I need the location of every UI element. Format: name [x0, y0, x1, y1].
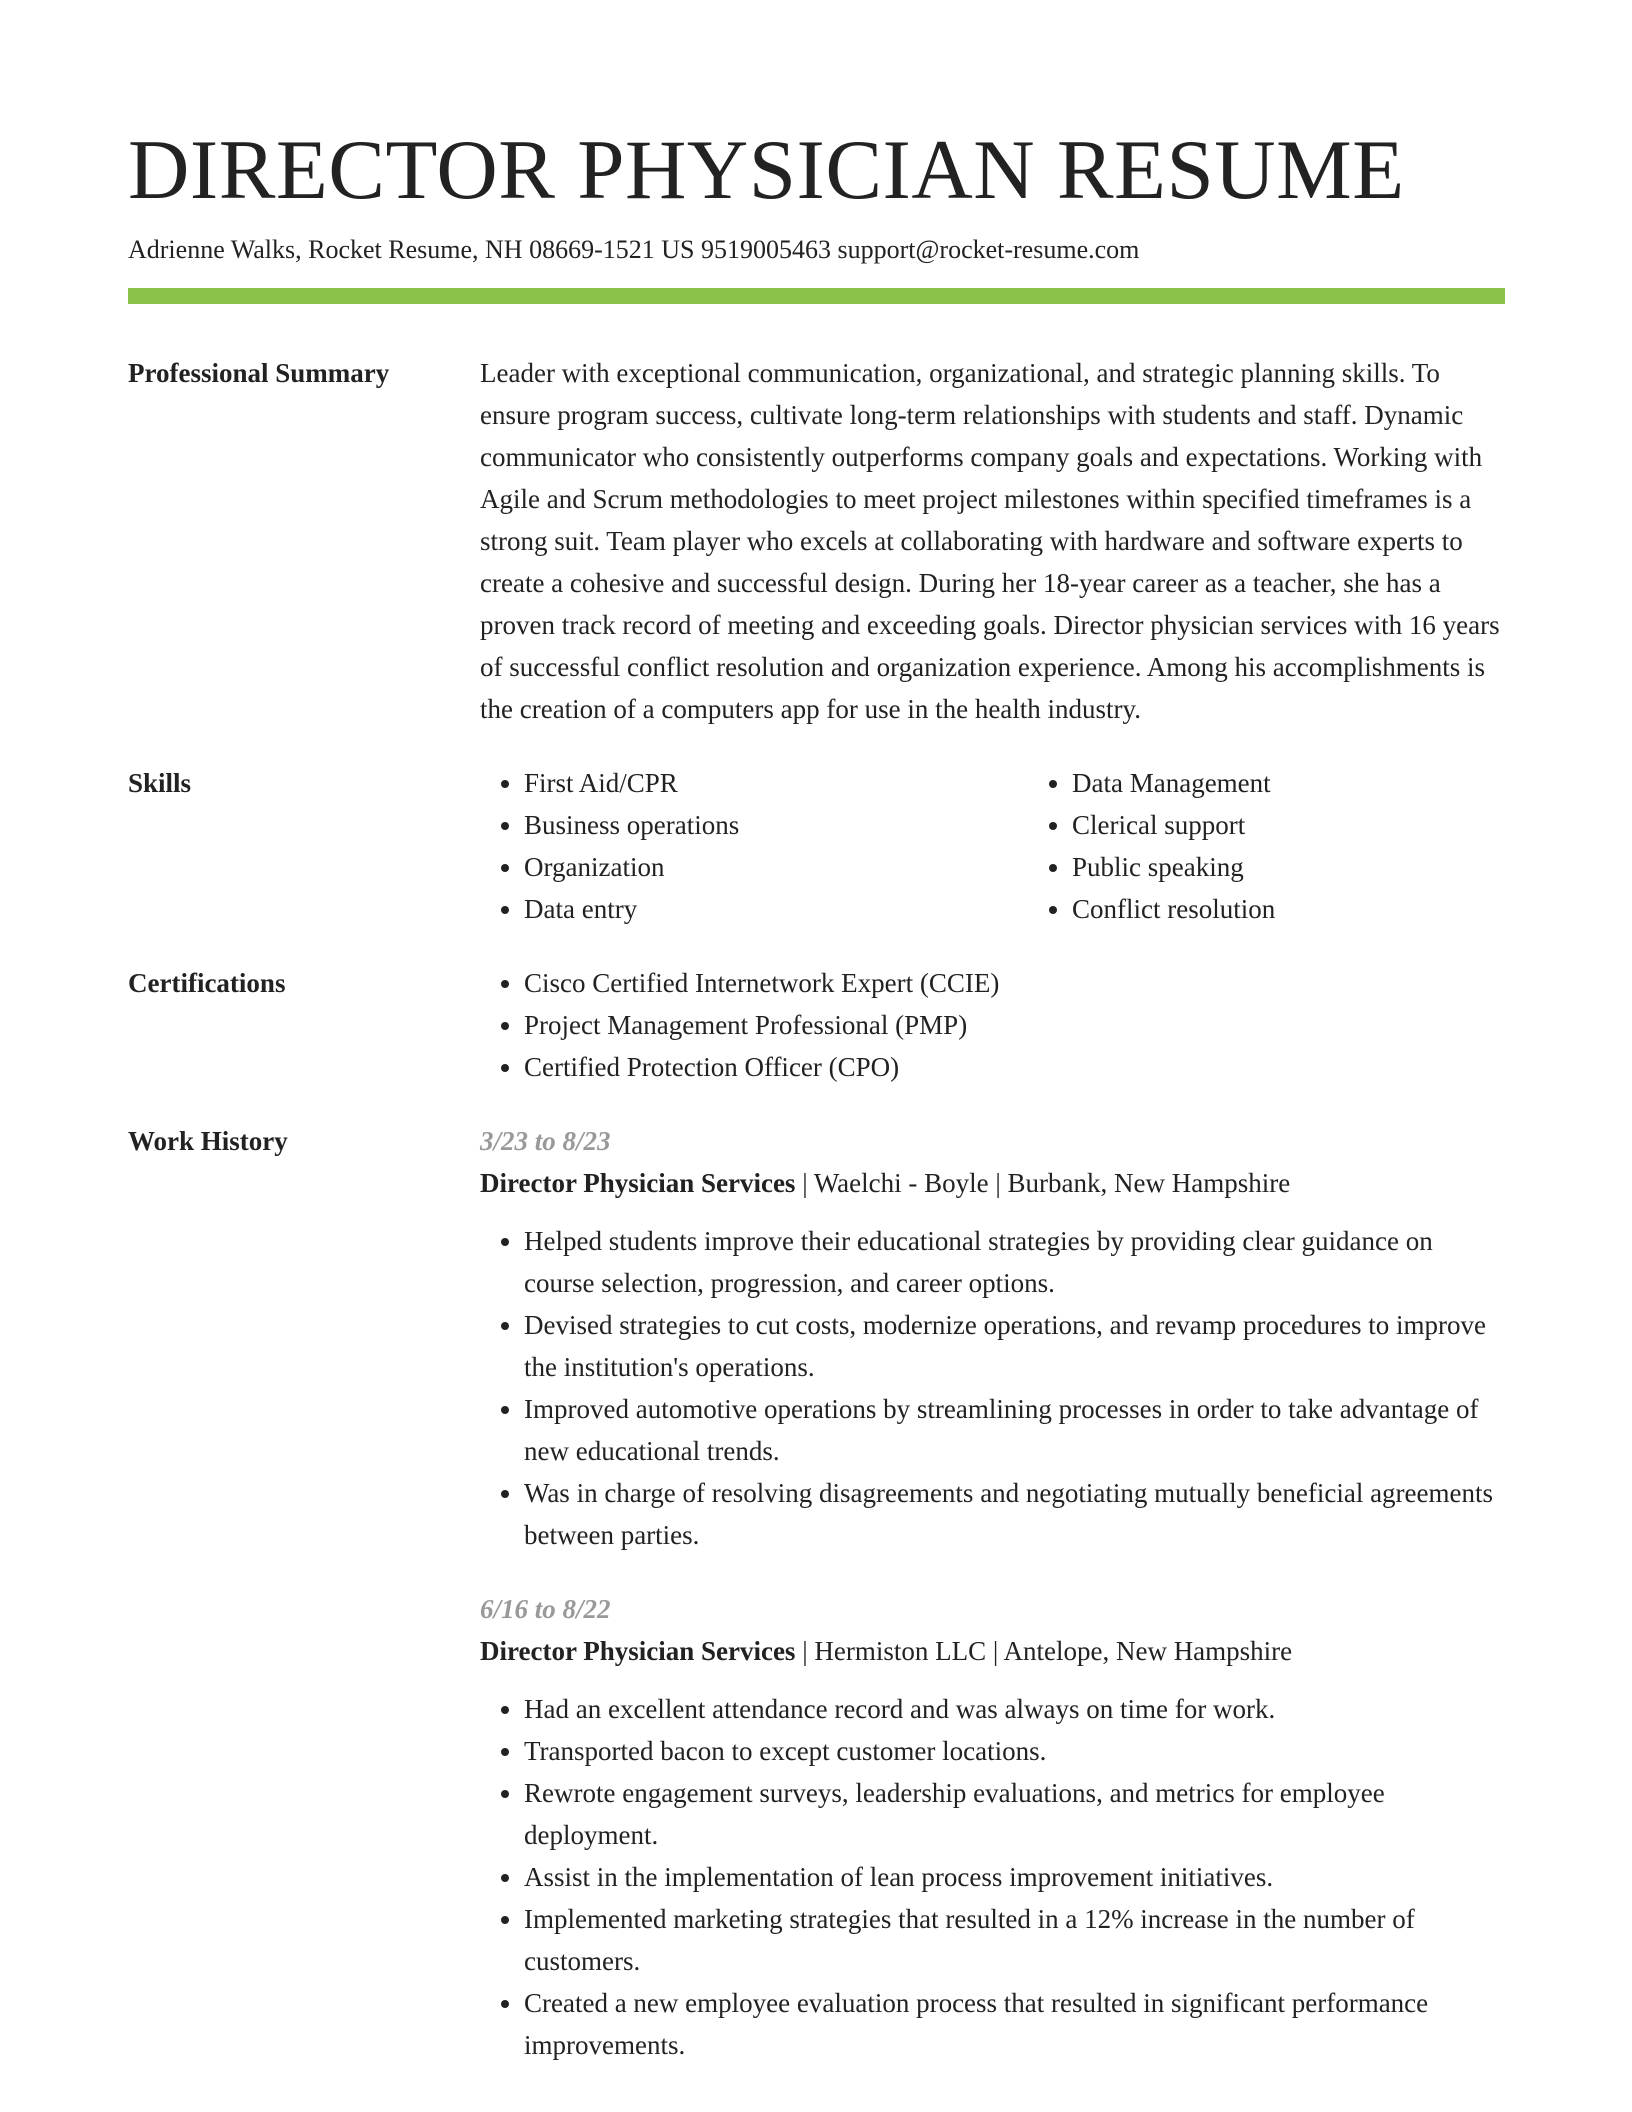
job-employer-location: | Hermiston LLC | Antelope, New Hampshire	[795, 1636, 1293, 1666]
section-label-summary: Professional Summary	[128, 358, 390, 388]
summary-body	[480, 352, 1505, 730]
job-bullet-list	[480, 1688, 1505, 2066]
skill-item: • Clerical support	[1072, 804, 1576, 846]
summary-text: Leader with exceptional communication, organizational, and strategic planning skills. To ensure program success, cultivate long-term relationships with students and staff. Dynamic communicator who consistently outperforms company goals and expectations. Working with Agile and Scrum methodologies to meet project milestones within specified timeframes is a strong suit. Team player who excels at collaborating with hardware and software experts to create a cohesive and successful design. During her 18-year career as a teacher, she has a proven track record of meeting and exceeding goals. Director physician services with 16 years of successful conflict resolution and organization experience. Among his accomplishments is the creation of a computers app for use in the health industry.	[480, 358, 1500, 724]
job-employer-location: | Waelchi - Boyle | Burbank, New Hampshire	[795, 1168, 1291, 1198]
certifications-body	[480, 962, 1505, 1088]
contact-line: Adrienne Walks, Rocket Resume, NH 08669-1521 US 9519005463 support@rocket-resume.com	[128, 235, 1140, 264]
page-title: DIRECTOR PHYSICIAN RESUME	[128, 123, 1405, 217]
section-label-certifications: Certifications	[128, 968, 286, 998]
job-heading	[480, 1630, 1505, 1672]
job-bullet: • Assist in the implementation of lean process improvement initiatives.	[524, 1856, 1505, 1898]
section-label-work-history: Work History	[128, 1126, 288, 1156]
summary-section	[128, 352, 1505, 730]
certifications-section	[128, 962, 1505, 1088]
job-entry	[480, 1120, 1505, 1556]
job-bullet: • Devised strategies to cut costs, modernize operations, and revamp procedures to improve the institution's operations.	[524, 1304, 1505, 1388]
certification-item: • Cisco Certified Internetwork Expert (CCIE)	[524, 962, 1505, 1004]
skill-item: • Conflict resolution	[1072, 888, 1576, 930]
certification-item: • Certified Protection Officer (CPO)	[524, 1046, 1505, 1088]
skills-list-left	[480, 762, 1028, 930]
job-bullet: • Was in charge of resolving disagreements and negotiating mutually beneficial agreements between parties.	[524, 1472, 1505, 1556]
job-bullet: • Rewrote engagement surveys, leadership evaluations, and metrics for employee deployment.	[524, 1772, 1505, 1856]
work-history-body	[480, 1120, 1505, 2066]
skills-body	[480, 762, 1505, 930]
skill-item: • Public speaking	[1072, 846, 1576, 888]
skills-section	[128, 762, 1505, 930]
certification-item: • Project Management Professional (PMP)	[524, 1004, 1505, 1046]
skill-item: • Data Management	[1072, 762, 1576, 804]
job-bullet: • Helped students improve their educational strategies by providing clear guidance on course selection, progression, and career options.	[524, 1220, 1505, 1304]
certifications-list	[480, 962, 1505, 1088]
job-bullet: • Had an excellent attendance record and was always on time for work.	[524, 1688, 1505, 1730]
skill-item: • Data entry	[524, 888, 1028, 930]
accent-divider	[128, 288, 1505, 304]
job-heading	[480, 1162, 1505, 1204]
skills-grid	[480, 762, 1505, 930]
job-entry	[480, 1588, 1505, 2066]
section-label-skills: Skills	[128, 768, 192, 798]
job-title: Director Physician Services	[480, 1636, 796, 1666]
job-bullet-list	[480, 1220, 1505, 1556]
job-dates: 6/16 to 8/22	[480, 1594, 611, 1624]
skill-item: • Business operations	[524, 804, 1028, 846]
job-bullet: • Created a new employee evaluation process that resulted in significant performance improvements.	[524, 1982, 1505, 2066]
job-bullet: • Implemented marketing strategies that resulted in a 12% increase in the number of customers.	[524, 1898, 1505, 1982]
job-bullet: • Improved automotive operations by streamlining processes in order to take advantage of new educational trends.	[524, 1388, 1505, 1472]
job-dates: 3/23 to 8/23	[480, 1126, 611, 1156]
skill-item: • Organization	[524, 846, 1028, 888]
skill-item: • First Aid/CPR	[524, 762, 1028, 804]
skills-list-right	[1028, 762, 1576, 930]
work-history-section	[128, 1120, 1505, 2066]
job-title: Director Physician Services	[480, 1168, 796, 1198]
job-bullet: • Transported bacon to except customer locations.	[524, 1730, 1505, 1772]
